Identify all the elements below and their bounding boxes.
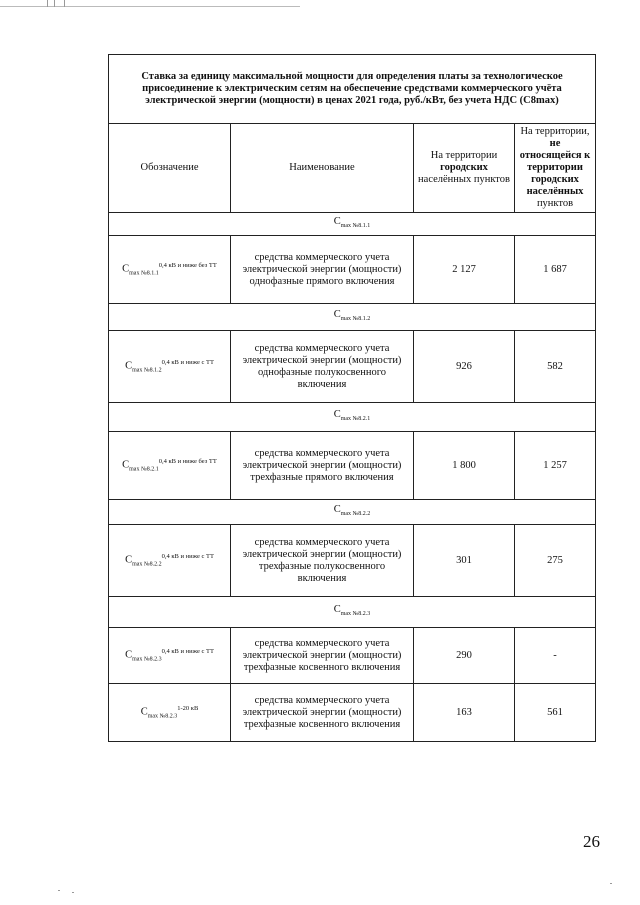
header-name: Наименование — [231, 124, 414, 213]
group-label — [109, 213, 596, 236]
group-label — [109, 304, 596, 331]
group-label-main: C — [333, 503, 341, 515]
designation-sup: 0,4 кВ и ниже с ТТ — [161, 647, 214, 655]
designation-sup: 0,4 кВ и ниже с ТТ — [161, 552, 214, 560]
group-row — [109, 403, 596, 432]
table-row — [109, 628, 596, 684]
designation-cell — [109, 331, 231, 403]
urban-value-cell: 290 — [414, 628, 515, 684]
table-row — [109, 684, 596, 742]
group-row — [109, 597, 596, 628]
urban-value-cell: 926 — [414, 331, 515, 403]
group-label — [109, 597, 596, 628]
group-label-sub: max №8.2.2 — [340, 511, 371, 518]
designation-sub: max №8.2.2 — [132, 561, 162, 568]
table-row — [109, 432, 596, 500]
scan-speck — [610, 883, 612, 884]
name-cell: средства коммерческого учета электрической энергии (мощности) трехфазные полукосвенного включения — [231, 525, 414, 597]
name-cell: средства коммерческого учета электрической энергии (мощности) однофазные полукосвенного включения — [231, 331, 414, 403]
rates-table — [108, 54, 596, 742]
designation-cell — [109, 236, 231, 304]
group-label-main: C — [333, 408, 341, 420]
group-label-sub: max №8.1.2 — [340, 316, 371, 323]
table-row — [109, 236, 596, 304]
group-row — [109, 500, 596, 525]
urban-value-cell: 301 — [414, 525, 515, 597]
title-row — [109, 55, 596, 124]
designation-cell — [109, 628, 231, 684]
group-label-main: C — [333, 215, 341, 227]
table-body — [109, 213, 596, 742]
designation-main: C — [125, 554, 133, 566]
name-cell: средства коммерческого учета электрической энергии (мощности) трехфазные косвенного включения — [231, 684, 414, 742]
group-row — [109, 304, 596, 331]
rural-value-cell: 582 — [515, 331, 596, 403]
designation-cell — [109, 432, 231, 500]
designation-sup: 0,4 кВ и ниже с ТТ — [161, 358, 214, 366]
designation-sub: max №8.2.3 — [132, 656, 162, 663]
group-label-main: C — [333, 308, 341, 320]
group-row — [109, 213, 596, 236]
table-row — [109, 525, 596, 597]
designation-main: C — [125, 649, 133, 661]
designation-main: C — [122, 263, 130, 275]
designation-cell — [109, 684, 231, 742]
rural-value-cell: 1 257 — [515, 432, 596, 500]
header-rural-text: На территории, не относящейся к территории городских населённых пунктов — [519, 126, 591, 209]
page-number: 26 — [583, 832, 600, 851]
table-title: Ставка за единицу максимальной мощности для определения платы за технологическое присоединение к электрическим сетям на обеспечение средствами коммерческого учёта электрической энергии (мощности) в ценах 2021 года, руб./кВт, без учета НДС (C8max) — [109, 55, 596, 124]
urban-value-cell: 1 800 — [414, 432, 515, 500]
group-label-main: C — [333, 603, 341, 615]
rural-value-cell: 561 — [515, 684, 596, 742]
scan-speck — [72, 892, 74, 893]
header-urban-text: На территории городских населённых пунктов — [418, 150, 510, 185]
designation-main: C — [125, 360, 133, 372]
top-scan-line — [0, 6, 300, 7]
designation-sup: 0,4 кВ и ниже без ТТ — [158, 457, 217, 465]
urban-value-cell: 163 — [414, 684, 515, 742]
group-label-sub: max №8.1.1 — [340, 223, 371, 230]
header-designation: Обозначение — [109, 124, 231, 213]
group-label-sub: max №8.2.1 — [340, 416, 371, 423]
header-row — [109, 124, 596, 213]
urban-value-cell: 2 127 — [414, 236, 515, 304]
designation-sup: 0,4 кВ и ниже без ТТ — [158, 261, 217, 269]
header-urban — [414, 124, 515, 213]
designation-sub: max №8.2.3 — [147, 713, 178, 720]
designation-main: C — [122, 459, 130, 471]
designation-main: C — [140, 706, 148, 718]
name-cell: средства коммерческого учета электрической энергии (мощности) трехфазные прямого включения — [231, 432, 414, 500]
designation-sub: max №8.1.2 — [132, 367, 162, 374]
group-label-sub: max №8.2.3 — [340, 611, 371, 618]
name-cell: средства коммерческого учета электрической энергии (мощности) однофазные прямого включения — [231, 236, 414, 304]
designation-sub: max №8.1.1 — [129, 270, 159, 277]
rural-value-cell: - — [515, 628, 596, 684]
scan-speck — [58, 890, 60, 891]
name-cell: средства коммерческого учета электрической энергии (мощности) трехфазные косвенного включения — [231, 628, 414, 684]
designation-sub: max №8.2.1 — [129, 466, 159, 473]
header-rural — [515, 124, 596, 213]
group-label — [109, 403, 596, 432]
designation-cell — [109, 525, 231, 597]
group-label — [109, 500, 596, 525]
rural-value-cell: 275 — [515, 525, 596, 597]
rural-value-cell: 1 687 — [515, 236, 596, 304]
designation-sup: 1-20 кВ — [177, 704, 199, 712]
top-scan-marks — [47, 0, 65, 7]
table-row — [109, 331, 596, 403]
